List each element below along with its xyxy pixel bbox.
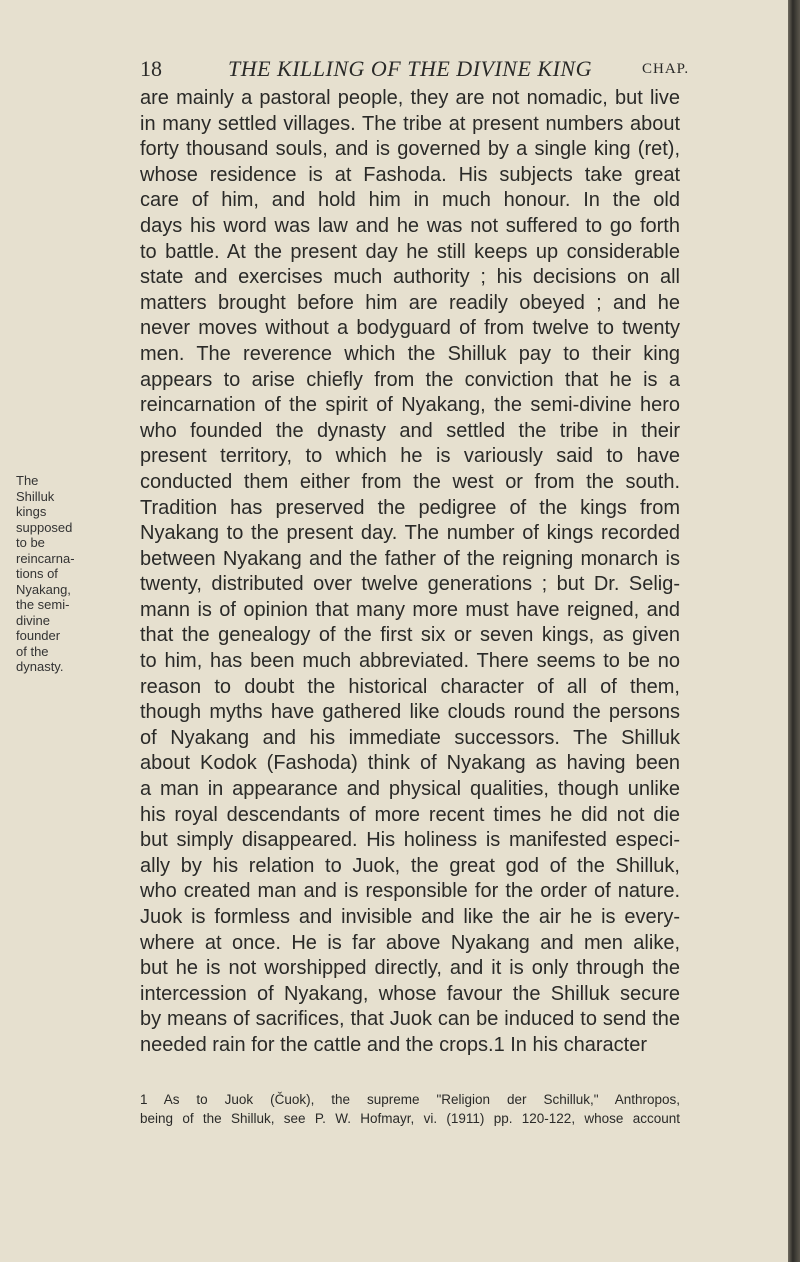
body-line: intercession of Nyakang, whose favour the Shilluk secure — [140, 982, 680, 1005]
body-line: whose residence is at Fashoda. His subjects take great — [140, 163, 680, 186]
body-line: present territory, to which he is variously said to have — [140, 445, 680, 468]
body-line: though myths have gathered like clouds round the persons — [140, 701, 680, 724]
margin-note-line: the semi- — [16, 597, 70, 612]
body-line: that the genealogy of the first six or seven kings, as given — [140, 624, 680, 647]
body-line: in many settled villages. The tribe at present numbers about — [140, 112, 680, 135]
margin-note-line: tions of — [16, 566, 58, 581]
footnote — [140, 1090, 680, 1128]
body-line: mann is of opinion that many more must have reigned, and — [140, 598, 680, 621]
body-line: about Kodok (Fashoda) think of Nyakang as having been — [140, 752, 680, 775]
page-header — [140, 56, 690, 84]
margin-note-line: The — [16, 473, 39, 488]
margin-note-line: reincarna- — [16, 550, 75, 566]
body-line: of Nyakang and his immediate successors. The Shilluk — [140, 726, 680, 749]
body-line: Tradition has preserved the pedigree of the kings from — [140, 496, 680, 519]
body-line: men. The reverence which the Shilluk pay to their king — [140, 342, 680, 365]
margin-note-line: Nyakang, — [16, 581, 71, 597]
margin-note — [16, 473, 88, 675]
body-line: Juok is formless and invisible and like the air he is every- — [140, 906, 680, 928]
body-line: to battle. At the present day he still keeps up considerable — [140, 240, 680, 263]
body-line: forty thousand souls, and is governed by a single king (ret), — [140, 138, 680, 161]
page-number: 18 — [140, 56, 162, 81]
body-line: Nyakang to the present day. The number of kings recorded — [140, 522, 680, 545]
body-line: reincarnation of the spirit of Nyakang, the semi-divine hero — [140, 394, 680, 417]
margin-note-line: supposed — [16, 519, 73, 535]
body-line: by means of sacrifices, that Juok can be induced to send the — [140, 1008, 680, 1031]
margin-note-line: of the — [16, 643, 49, 659]
body-line: state and exercises much authority ; his decisions on all — [140, 266, 680, 289]
body-line: twenty, distributed over twelve generations ; but Dr. Selig- — [140, 573, 680, 596]
body-line: matters brought before him are readily obeyed ; and he — [140, 291, 680, 314]
margin-note-line: dynasty. — [16, 659, 64, 674]
body-line: care of him, and hold him in much honour. In the old — [140, 189, 680, 212]
margin-note-line: Shilluk — [16, 488, 55, 504]
body-line: where at once. He is far above Nyakang and men alike, — [140, 931, 680, 954]
body-line: conducted them either from the west or from the south. — [140, 470, 680, 493]
margin-note-line: to be — [16, 535, 45, 550]
page-edge-shadow — [788, 0, 800, 1262]
body-line: to him, has been much abbreviated. There seems to be no — [140, 650, 680, 673]
body-line: reason to doubt the historical character of all of them, — [140, 675, 680, 698]
body-line: are mainly a pastoral people, they are not nomadic, but live — [140, 87, 680, 109]
body-line: a man in appearance and physical qualities, though unlike — [140, 778, 680, 801]
body-text — [140, 86, 680, 1059]
body-line: days his word was law and he was not suffered to go forth — [140, 214, 680, 237]
margin-note-line: kings — [16, 504, 47, 519]
body-line: who created man and is responsible for the order of nature. — [140, 880, 680, 903]
body-line: ally by his relation to Juok, the great god of the Shilluk, — [140, 854, 680, 877]
footnote-line: being of the Shilluk, see P. W. Hofmayr, vi. (1911) pp. 120-122, whose account — [140, 1111, 680, 1126]
body-line: never moves without a bodyguard of from twelve to twenty — [140, 317, 680, 340]
body-line: appears to arise chiefly from the conviction that he is a — [140, 368, 680, 391]
body-line: between Nyakang and the father of the reigning monarch is — [140, 547, 680, 570]
body-line: but he is not worshipped directly, and it is only through the — [140, 957, 680, 980]
running-title: THE KILLING OF THE DIVINE KING — [228, 56, 592, 81]
body-line: but simply disappeared. His holiness is manifested especi- — [140, 829, 680, 852]
body-line: who founded the dynasty and settled the tribe in their — [140, 419, 680, 442]
body-line: his royal descendants of more recent times he did not die — [140, 803, 680, 826]
chapter-abbrev: CHAP. — [642, 61, 690, 77]
body-line: needed rain for the cattle and the crops.1 In his character — [140, 1033, 647, 1056]
margin-note-line: divine — [16, 612, 50, 628]
margin-note-line: founder — [16, 628, 61, 643]
footnote-line: 1 As to Juok (Čuok), the supreme "Religion der Schilluk," Anthropos, — [140, 1092, 680, 1107]
